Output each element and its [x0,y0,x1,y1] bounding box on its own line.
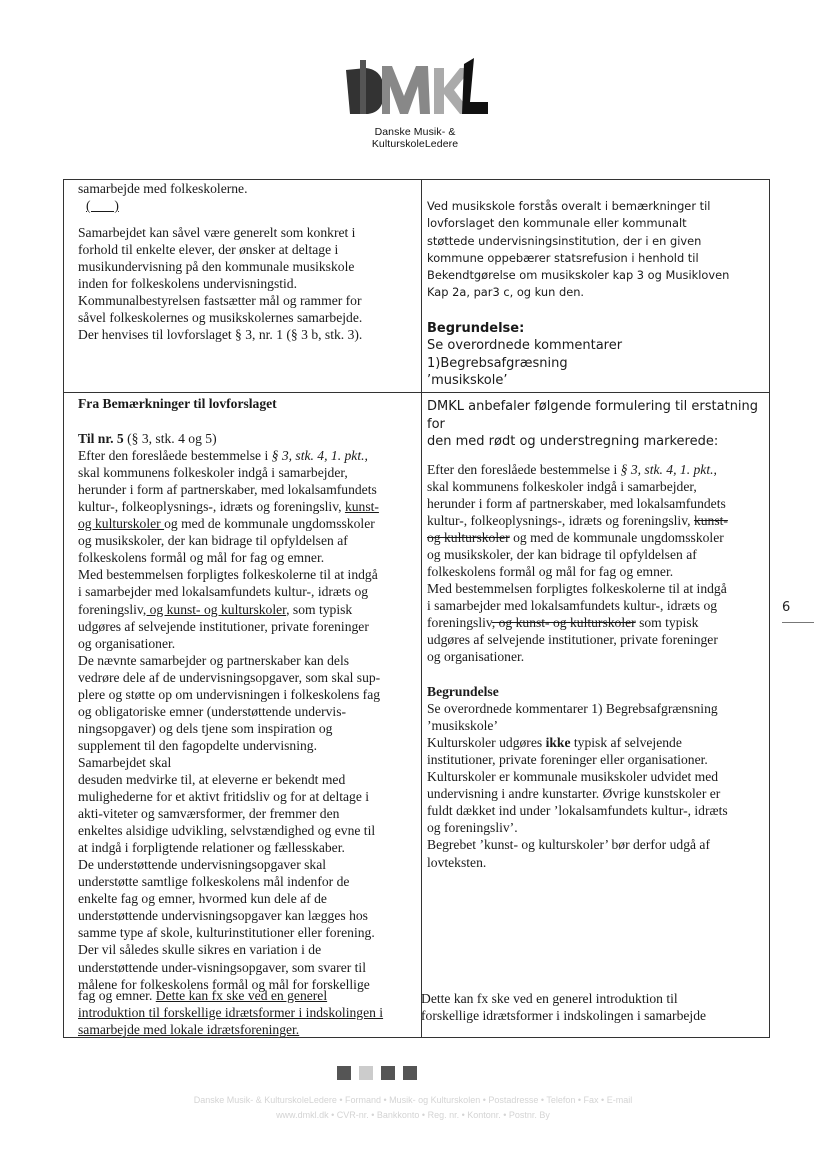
row1-right-para-5: Bekendtgørelse om musikskoler kap 3 og Musikloven [427,268,730,283]
row2-left-nr [78,430,413,447]
text-underlined: Dette kan fx ske ved en generel [155,988,328,1003]
text: kultur-, folkeoplysnings-, idræts og foreningsliv, [78,499,345,515]
row2-right-rest-7: lovteksten. [427,854,487,870]
spacer [78,214,413,224]
row1-right-reason-1: Se overordnede kommentarer 1)Begrebsafgræsning [427,338,623,371]
row2-right-rest-4: fuldt dækket ind under ’lokalsamfundets kultur-, idræts [427,803,728,819]
row2-left-rest-7: ningsopgaver) og dels tjene som inspiration og [78,720,333,736]
row1-left-para-7: Der henvises til lovforslaget § 3, nr. 1 (§ 3 b, stk. 3). [78,327,363,343]
row-divider [64,392,769,393]
row2-right-l2: skal kommunens folkeskoler indgå i samarbejder, [427,478,697,494]
text: og med de kommunale ungdomsskoler [164,516,375,532]
row2-left-heading: Fra Bemærkninger til lovforslaget [78,396,277,411]
row1-left-para-5: Kommunalbestyrelsen fastsætter mål og rammer for [78,293,362,309]
text-italic: § 3, stk. 4, 1. pkt., [271,448,368,464]
row2-left-rest-9: Samarbejdet skal [78,754,172,770]
footer-line-1: Danske Musik- & KulturskoleLedere • Formand • Musik- og Kulturskolen • Postadresse • Telefon • Fax • E-mail [193,1095,633,1105]
row2-left-l3: herunder i form af partnerskaber, med lokalsamfundets [78,482,377,498]
row2-left-rest-16: understøtte samtlige folkeskolens mål indenfor de [78,874,350,890]
text-bold: ikke [545,735,571,751]
dmkl-logo [330,56,500,150]
row1-left-cell [78,180,413,343]
footer-line-2: www.dmkl.dk • CVR-nr. • Bankkonto • Reg. nr. • Kontonr. • Postnr. By [276,1110,550,1120]
nr-bold: Til nr. 5 [78,431,124,447]
row2-left-rest-17: enkelte fag og emner, hvormed kun dele af de [78,891,327,907]
text: fag og emner. [78,988,156,1003]
row2-right-cell [427,398,765,871]
footer-square [381,1066,395,1080]
row3-left-l2: introduktion til forskellige idrætsformer i indskolingen i [78,1005,384,1021]
text: Efter den foreslåede bestemmelse i [78,448,272,464]
row2-right-r3 [427,734,765,751]
row2-right-l1 [427,461,765,478]
row2-left-rest-19: samme type af skole, kulturinstitutioner eller forening. [78,925,375,941]
row2-left-rest-8: supplement til den fagopdelte undervisning. [78,737,317,753]
text-strikethrough: kunst- [693,512,728,528]
row2-right-l9: i samarbejder med lokalsamfundets kultur-, idræts og [427,597,718,613]
row2-left-rest-20: Der vil således skulle sikres en variation i de [78,942,322,958]
row2-right-r1: Se overordnede kommentarer 1) Begrebsafgrænsning [427,701,718,717]
row3-left-l3: samarbejde med lokale idrætsforeninger. [78,1022,300,1038]
spacer [427,665,765,683]
row1-right-heading: Begrundelse: [427,320,525,336]
row2-right-l4 [427,512,765,529]
text-underlined: , og kunst- og kulturskoler, [142,601,290,617]
row1-right-para-3: støttede undervisningsinstitution, der i en given [427,233,702,248]
row1-left-para-4: inden for folkeskolens undervisningstid. [78,276,297,292]
dmkl-logo-mark [338,56,488,118]
text: som typisk [289,601,353,617]
spacer [78,412,413,430]
row2-left-rest-11: mulighederne for et aktivt fritidsliv og for at deltage i [78,789,370,805]
row3-right-cell [421,990,766,1024]
text: kultur-, folkeoplysnings-, idræts og foreningsliv, [427,512,694,528]
row2-right-l3: herunder i form af partnerskaber, med lokalsamfundets [427,495,726,511]
row2-right-l7: folkeskolens formål og mål for fag og emner. [427,563,674,579]
row1-left-para-1: Samarbejdet kan såvel være generelt som konkret i [78,225,356,241]
text: og med de kommunale ungdomsskoler [509,529,724,545]
nr-rest: (§ 3, stk. 4 og 5) [123,431,217,447]
row2-right-l11: udgøres af selvejende institutioner, private foreninger [427,631,718,647]
row2-left-l1 [78,447,413,464]
row2-left-rest-15: De understøttende undervisningsopgaver skal [78,857,327,873]
row2-right-intro-2: den med rødt og understregning markerede: [427,434,719,449]
row3-right-l2: forskellige idrætsformer i indskolingen i samarbejde [421,1008,707,1024]
row2-right-l10 [427,614,765,631]
comparison-table [63,179,770,1038]
row2-left-rest-1: udgøres af selvejende institutioner, private foreninger [78,618,369,634]
row2-left-cell [78,395,413,993]
row2-right-l5 [427,529,765,546]
row2-right-intro-1: DMKL anbefaler følgende formulering til erstatning for [427,399,759,432]
row3-right-l1: Dette kan fx ske ved en generel introduktion til [421,991,678,1006]
row2-right-rest-5: og foreningsliv’. [427,820,518,836]
footer-squares [337,1066,425,1080]
row2-left-l5 [78,515,413,532]
row1-left-para-2: forhold til enkelte elever, der ønsker at deltage i [78,242,339,258]
row1-right-para-4: kommune oppebærer statsrefusion i henhold til [427,250,699,265]
row2-right-heading: Begrundelse [427,684,499,700]
row2-left-l8: Med bestemmelsen forpligtes folkeskolerne til at indgå [78,567,378,583]
row2-left-rest-21: understøttende under-visningsopgaver, som svarer til [78,959,366,975]
row2-left-l6: og musikskoler, der kan bidrage til opfyldelsen af [78,533,348,549]
row1-left-line1: samarbejde med folkeskolerne. [78,181,248,196]
row2-right-rest-1: institutioner, private foreninger eller organisationer. [427,752,708,768]
footer-square [359,1066,373,1080]
text: Kulturskoler udgøres [427,735,546,751]
row1-right-para-1: Ved musikskole forstås overalt i bemærkninger til [427,199,711,213]
row2-right-r2: ’musikskole’ [427,718,498,734]
footer-square [337,1066,351,1080]
row2-right-rest-6: Begrebet ’kunst- og kulturskoler’ bør derfor udgå af [427,837,710,853]
row3-left-cell [78,987,413,1038]
text: foreningsliv [78,601,143,617]
row2-left-l7: folkeskolens formål og mål for fag og emner. [78,550,325,566]
row1-right-reason-2: ’musikskole’ [427,373,508,389]
row2-left-l9: i samarbejder med lokalsamfundets kultur-, idræts og [78,584,369,600]
page-number-rule [782,622,814,623]
text-underlined: kunst- [344,499,379,515]
text-strikethrough: og kulturskoler [427,529,510,545]
page-number: 6 [782,600,791,615]
row2-right-l12: og organisationer. [427,649,525,665]
text: som typisk [635,614,699,630]
row2-left-rest-4: vedrøre dele af de undervisningsopgaver, som skal sup- [78,669,381,685]
row2-left-l10 [78,601,413,618]
text-underlined: og kulturskoler [78,516,165,532]
text-strikethrough: , og kunst- og kulturskoler [491,614,636,630]
row1-left-bracket: ( ) [86,198,119,214]
footer-text [60,1093,766,1123]
footer-square [403,1066,417,1080]
row2-left-rest-2: og organisationer. [78,635,176,651]
row1-right-para-2: lovforslaget den kommunale eller kommunalt [427,216,687,231]
row1-right-cell [427,198,762,390]
row1-left-para-3: musikundervisning på den kommunale musikskole [78,259,355,275]
logo-subtitle: Danske Musik- & KulturskoleLedere [371,126,459,150]
row2-left-rest-5: plere og støtte op om undervisningen i folkeskolens fag [78,686,381,702]
row2-right-l6: og musikskoler, der kan bidrage til opfyldelsen af [427,546,697,562]
row2-left-rest-10: desuden medvirke til, at eleverne er bekendt med [78,771,346,787]
spacer [427,451,765,461]
text-italic: § 3, stk. 4, 1. pkt., [620,461,717,477]
row2-right-rest-2: Kulturskoler er kommunale musikskoler udvidet med [427,769,719,785]
row3-left-l1 [78,987,413,1004]
text: Efter den foreslåede bestemmelse i [427,461,621,477]
row2-left-l4 [78,498,413,515]
row2-right-rest-3: undervisning i andre kunstarter. Øvrige kunstskoler er [427,786,721,802]
row2-left-rest-3: De nævnte samarbejder og partnerskaber kan dels [78,652,350,668]
row2-right-l8: Med bestemmelsen forpligtes folkeskolerne til at indgå [427,580,727,596]
spacer [427,302,762,320]
text: typisk af selvejende [570,735,682,751]
row2-left-rest-6: og obligatoriske emner (understøttende undervis- [78,703,347,719]
row2-left-rest-12: akti-viteter og samværsformer, der fremmer den [78,806,340,822]
row2-left-rest-13: enkeltes alsidige udvikling, selvstændighed og evne til [78,823,376,839]
text: foreningsliv [427,614,492,630]
row1-right-para-6: Kap 2a, par3 c, og kun den. [427,285,585,300]
row2-left-l2: skal kommunens folkeskoler indgå i samarbejder, [78,465,348,481]
row2-left-rest-18: understøttende undervisningsopgaver kan lægges hos [78,908,368,924]
row1-left-para-6: såvel folkeskolernes og musikskolernes samarbejde. [78,310,363,326]
column-divider [421,180,422,1037]
row2-left-rest-14: at indgå i forpligtende relationer og fællesskaber. [78,840,345,856]
row2-left-rest-22: målene for folkeskolens formål og mål for forskellige [78,976,370,992]
